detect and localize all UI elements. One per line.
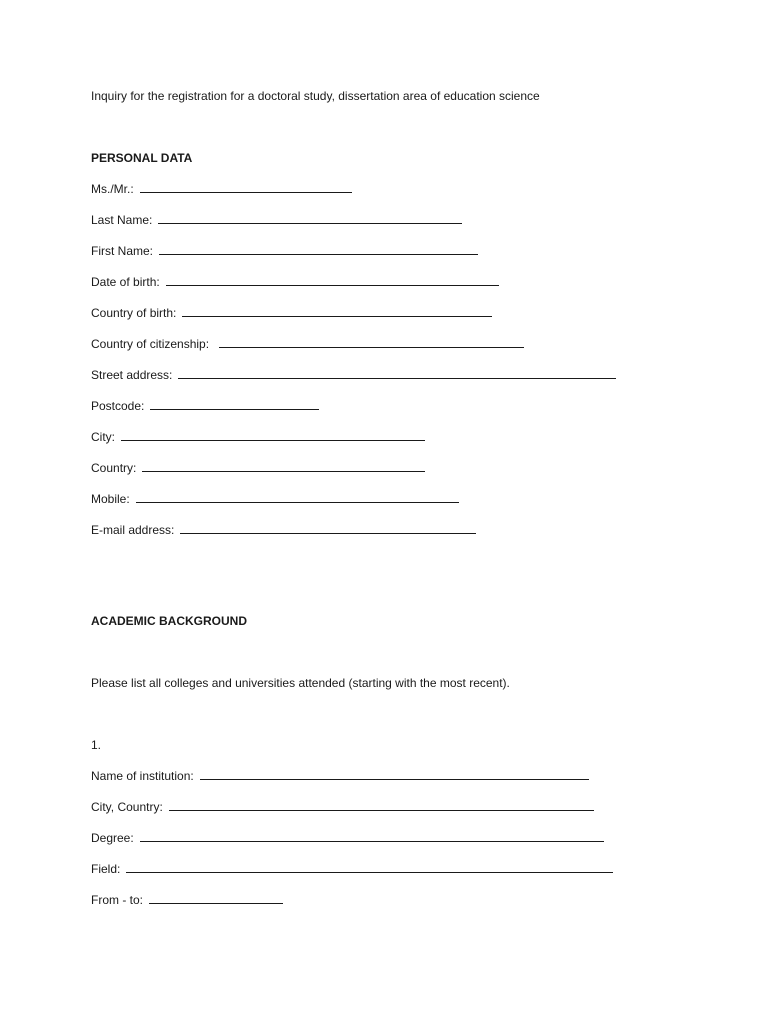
field-country-of-birth (91, 305, 492, 321)
street-address-input-line[interactable] (178, 367, 616, 379)
field-field-of-study (91, 861, 613, 877)
entry-number: 1. (91, 738, 102, 752)
form-heading: Inquiry for the registration for a doctoral study, dissertation area of education science (91, 89, 540, 103)
field-street-address (91, 367, 616, 383)
field-label: E-mail address: (91, 523, 175, 537)
city-country-input-line[interactable] (169, 799, 594, 811)
postcode-input-line[interactable] (150, 398, 319, 410)
field-label: From - to: (91, 893, 144, 907)
institution-name-input-line[interactable] (200, 768, 589, 780)
field-label: Degree: (91, 831, 134, 845)
city-input-line[interactable] (121, 429, 425, 441)
field-label: Country of citizenship: (91, 337, 210, 351)
field-country (91, 460, 425, 476)
field-first-name (91, 243, 478, 259)
field-city-country (91, 799, 594, 815)
academic-background-title: ACADEMIC BACKGROUND (91, 614, 247, 628)
citizenship-input-line[interactable] (219, 336, 524, 348)
field-mobile (91, 491, 459, 507)
field-date-of-birth (91, 274, 499, 290)
field-label: First Name: (91, 244, 154, 258)
field-label: City: (91, 430, 115, 444)
field-label: Name of institution: (91, 769, 194, 783)
field-degree (91, 830, 604, 846)
field-institution-name (91, 768, 589, 784)
field-label: Street address: (91, 368, 173, 382)
first-name-input-line[interactable] (159, 243, 478, 255)
field-label: Mobile: (91, 492, 130, 506)
field-label: Last Name: (91, 213, 153, 227)
field-city (91, 429, 425, 445)
field-email (91, 522, 476, 538)
field-label: Date of birth: (91, 275, 160, 289)
field-label: City, Country: (91, 800, 163, 814)
mobile-input-line[interactable] (136, 491, 459, 503)
field-country-of-citizenship (91, 336, 524, 352)
country-of-birth-input-line[interactable] (182, 305, 492, 317)
personal-data-title: PERSONAL DATA (91, 151, 193, 165)
field-postcode (91, 398, 319, 414)
salutation-input-line[interactable] (140, 181, 352, 193)
field-last-name (91, 212, 462, 228)
field-from-to (91, 892, 283, 908)
from-to-input-line[interactable] (149, 892, 283, 904)
field-label: Postcode: (91, 399, 145, 413)
country-input-line[interactable] (142, 460, 425, 472)
field-label: Ms./Mr.: (91, 182, 134, 196)
academic-instruction: Please list all colleges and universities attended (starting with the most recent). (91, 676, 510, 690)
field-salutation (91, 181, 352, 197)
field-label: Country of birth: (91, 306, 177, 320)
field-of-study-input-line[interactable] (126, 861, 613, 873)
field-label: Field: (91, 862, 121, 876)
last-name-input-line[interactable] (158, 212, 462, 224)
date-of-birth-input-line[interactable] (166, 274, 499, 286)
degree-input-line[interactable] (140, 830, 604, 842)
field-label: Country: (91, 461, 137, 475)
email-input-line[interactable] (180, 522, 476, 534)
